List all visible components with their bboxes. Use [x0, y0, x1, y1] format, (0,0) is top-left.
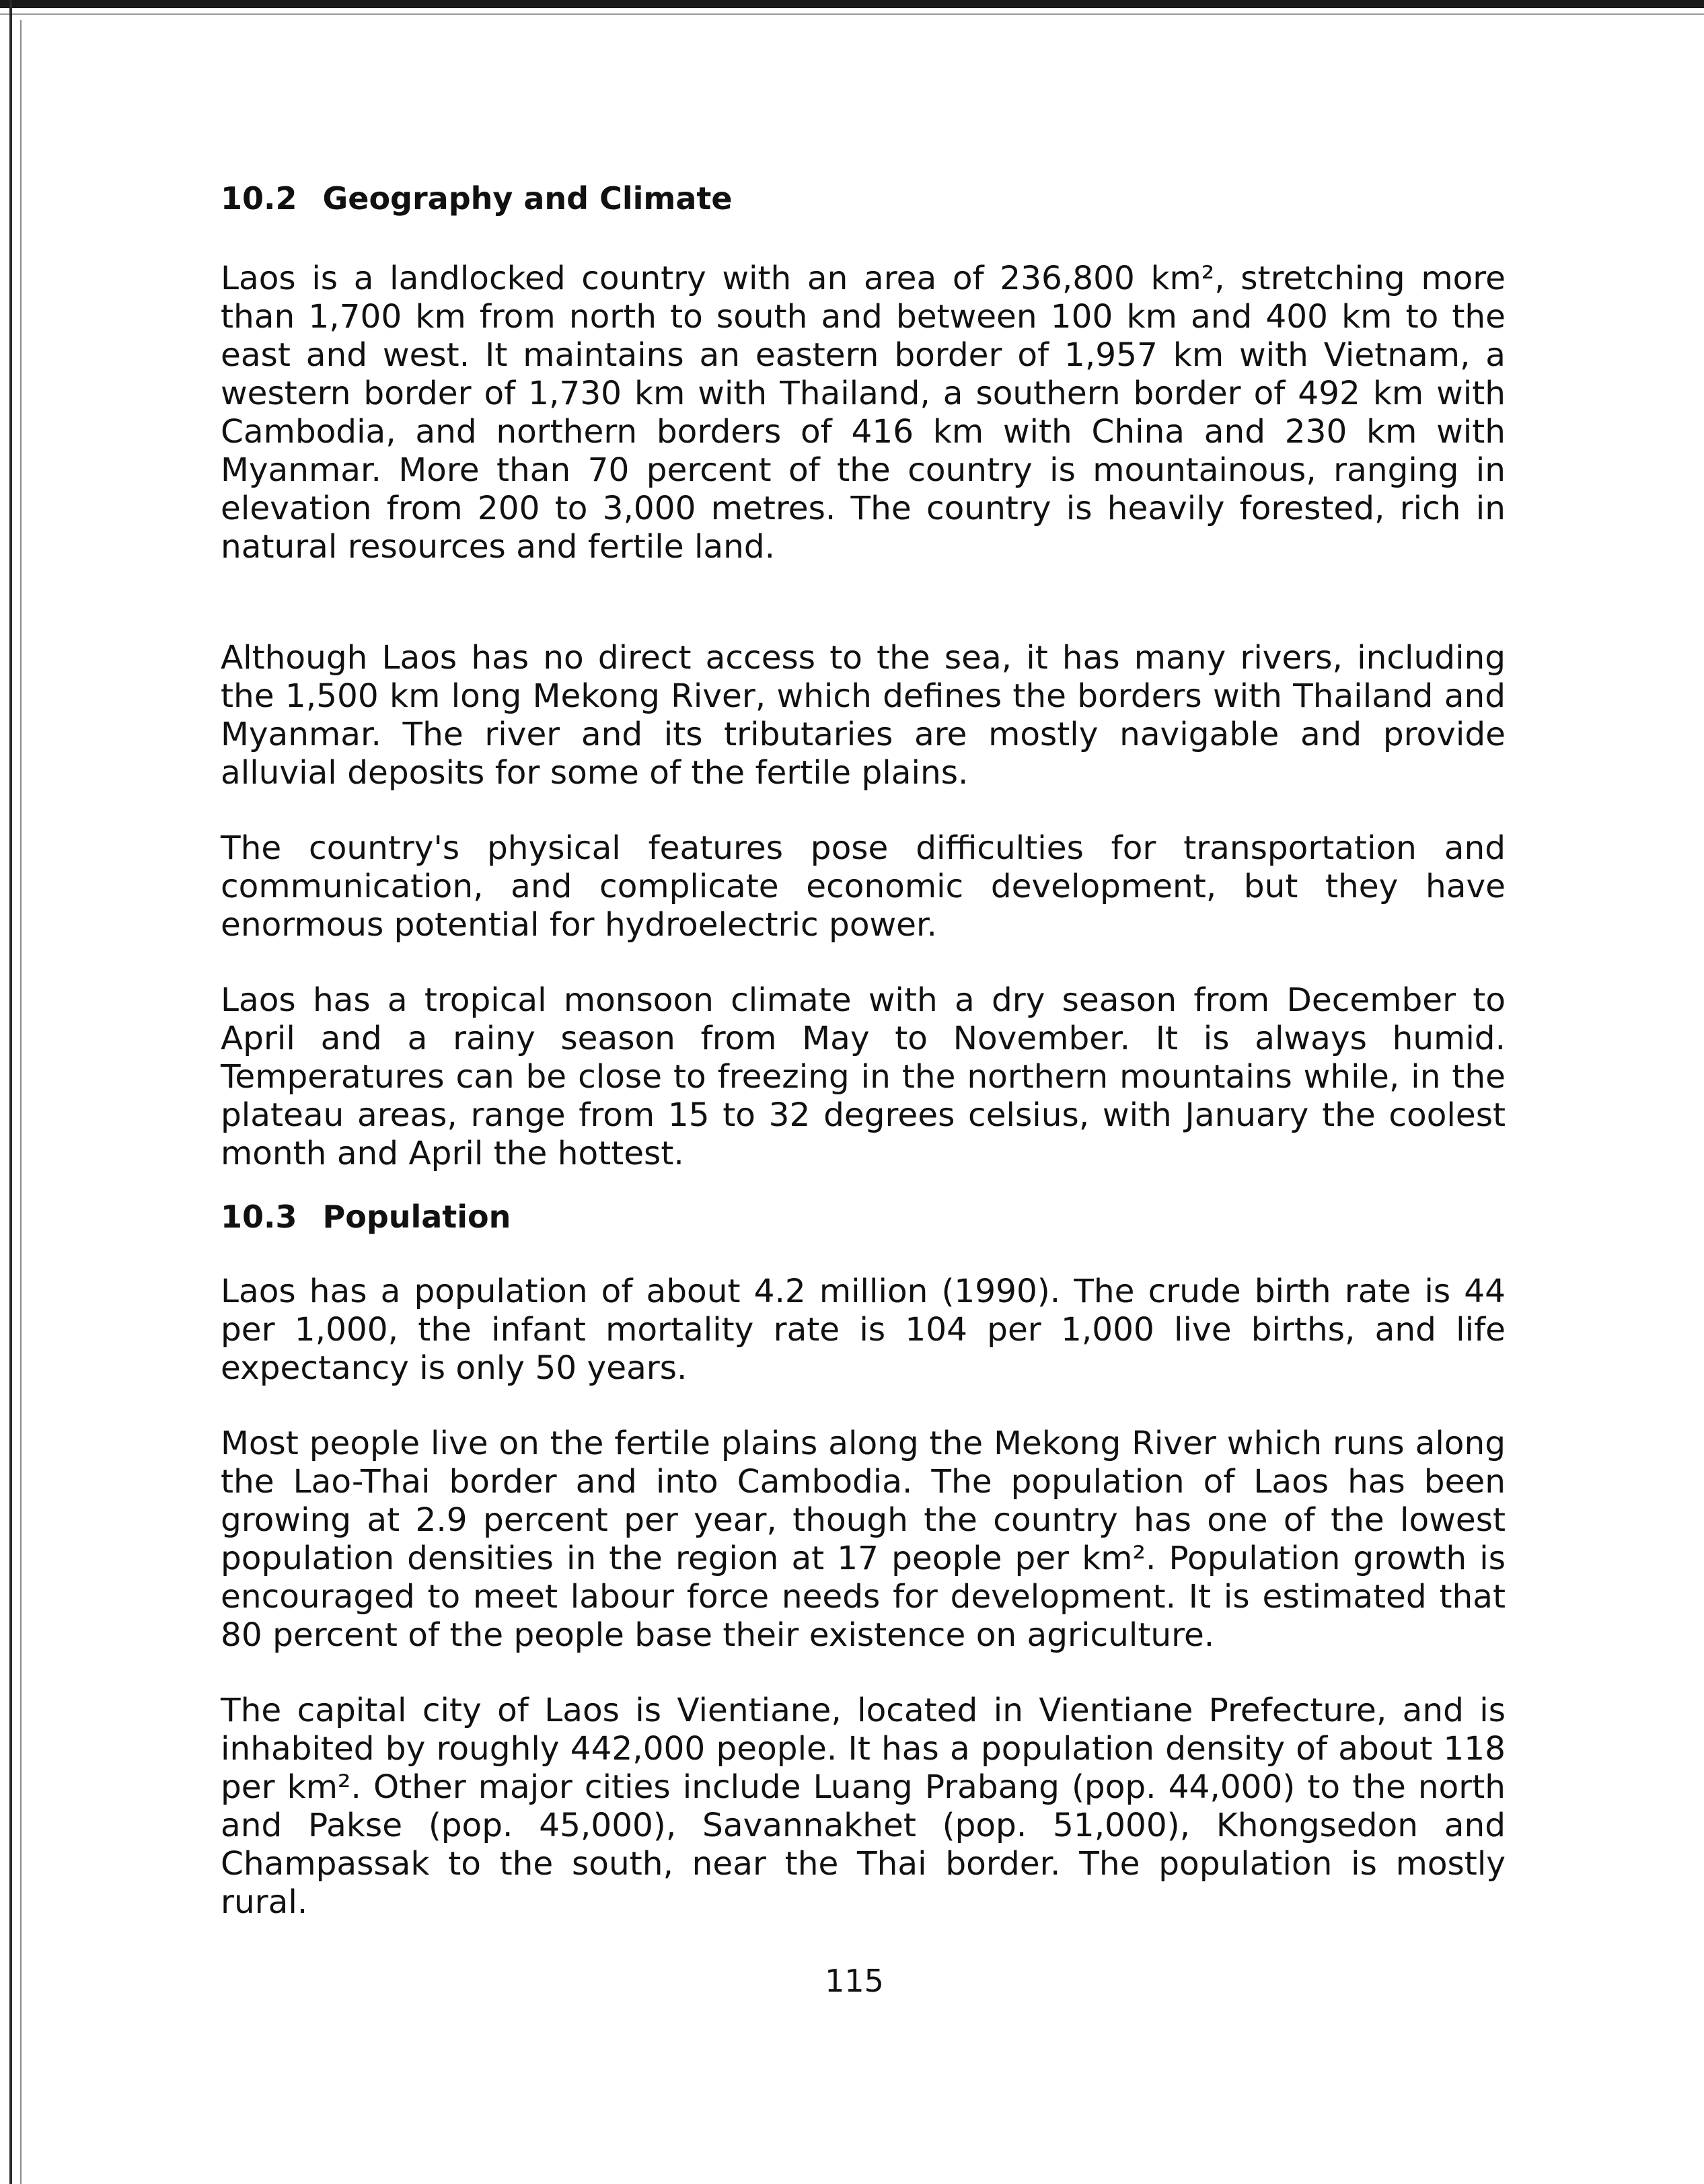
paragraph-population-distribution: Most people live on the fertile plains along the Mekong River which runs along the Lao-Thai border and into Cambodia. The population of Laos has been growing at 2.9 percent per year, though the country has one of the lowest population densities in the region at 17 people per km². Population growth is encouraged to meet labour force needs for development. It is estimated that 80 percent of the people base their existence on agriculture.	[221, 1425, 1506, 1654]
section-number: 10.3	[221, 1199, 297, 1235]
section-title: Geography and Climate	[322, 180, 733, 217]
paragraph-climate: Laos has a tropical monsoon climate with a dry season from December to April and a rainy season from May to November. It is always humid. Temperatures can be close to freezing in the northern mountains while, in the plateau areas, range from 15 to 32 degrees celsius, with January the coolest month and April the hottest.	[221, 981, 1506, 1172]
paragraph-geography-rivers: Although Laos has no direct access to the sea, it has many rivers, including the 1,500 km long Mekong River, which defines the borders with Thailand and Myanmar. The river and its tributaries are mostly navigable and provide alluvial deposits for some of the fertile plains.	[221, 639, 1506, 792]
paragraph-capital-city: The capital city of Laos is Vientiane, located in Vientiane Prefecture, and is inhabited by roughly 442,000 people. It has a population density of about 118 per km². Other major cities include Luang Prabang (pop. 44,000) to the north and Pakse (pop. 45,000), Savannakhet (pop. 51,000), Khongsedon and Champassak to the south, near the Thai border. The population is mostly rural.	[221, 1692, 1506, 1921]
page-content	[221, 176, 1506, 1922]
paragraph-geography-features: The country's physical features pose difficulties for transportation and communication, and complicate economic development, but they have enormous potential for hydroelectric power.	[221, 829, 1506, 944]
section-number: 10.2	[221, 180, 297, 217]
paragraph-geography-area: Laos is a landlocked country with an area of 236,800 km², stretching more than 1,700 km from north to south and between 100 km and 400 km to the east and west. It maintains an eastern border of 1,957 km with Vietnam, a western border of 1,730 km with Thailand, a southern border of 492 km with Cambodia, and northern borders of 416 km with China and 230 km with Myanmar. More than 70 percent of the country is mountainous, ranging in elevation from 200 to 3,000 metres. The country is heavily forested, rich in natural resources and fertile land.	[221, 260, 1506, 566]
scan-left-border-thin	[20, 20, 22, 2184]
section-heading-population	[221, 1199, 1506, 1235]
section-heading-geography	[221, 180, 1506, 217]
section-title: Population	[322, 1199, 511, 1235]
page-number: 115	[825, 1963, 884, 1999]
paragraph-population-stats: Laos has a population of about 4.2 million (1990). The crude birth rate is 44 per 1,000, the infant mortality rate is 104 per 1,000 live births, and life expectancy is only 50 years.	[221, 1273, 1506, 1387]
scan-top-border	[0, 0, 1704, 8]
scan-left-border	[9, 0, 12, 2184]
scan-top-border-thin	[0, 13, 1704, 15]
